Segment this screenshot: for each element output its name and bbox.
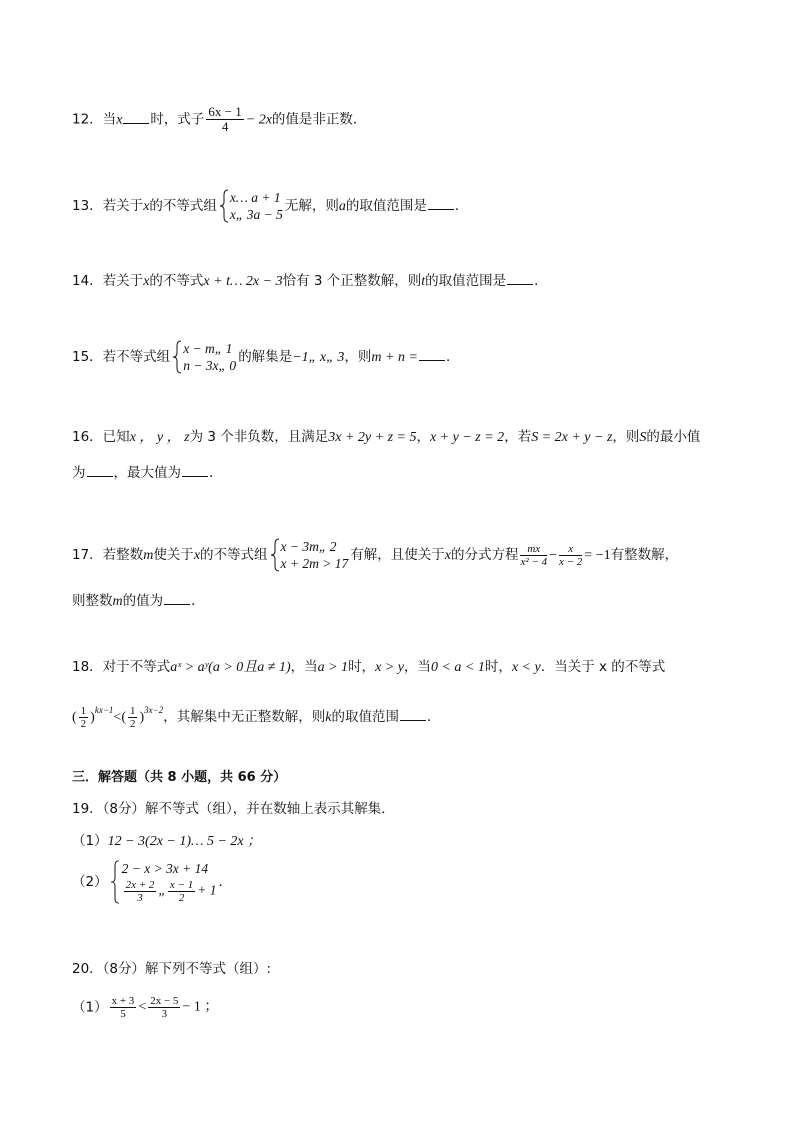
q16-text-1: 为 3 个非负数，且满足 — [189, 429, 329, 445]
q14-var: x — [143, 274, 150, 289]
q14-text-1: 的不等式 — [149, 273, 204, 289]
q20-frac-1 — [110, 995, 137, 1020]
q18-exponent-1: kx−1 — [94, 705, 114, 715]
q13-end: ． — [454, 198, 469, 214]
q18-end: ． — [426, 709, 441, 725]
question-16-line-1 — [72, 427, 700, 448]
q19-p2-f2-den: 2 — [178, 892, 185, 904]
q17-fraction-2 — [559, 543, 582, 568]
q12-frac-den: 4 — [221, 119, 229, 134]
q18-inequality: aˣ > aʸ(a > 0且a ≠ 1) — [170, 660, 291, 675]
question-19-part-1 — [72, 831, 261, 852]
q18-paren-open: ( — [72, 710, 77, 725]
q20-p1-label: （1） — [72, 999, 108, 1016]
q13-text-2: 无解，则 — [284, 198, 339, 214]
q19-p2-f1-num: 2x + 2 — [125, 879, 155, 891]
q14-text-2: 恰有 3 个正整数解，则 — [282, 273, 422, 289]
q19-p2-mid: „ — [158, 882, 166, 898]
question-16-line-2 — [72, 462, 223, 483]
question-17-line-1 — [72, 538, 678, 572]
q18-cond-2: 0 < a < 1 — [430, 660, 485, 675]
q15-answer-blank[interactable] — [419, 346, 445, 361]
q17-var: x — [193, 548, 201, 563]
q18-half-2 — [128, 705, 138, 730]
q18-paren-open-2: ( — [121, 710, 126, 725]
q16-eq-1: 3x + 2y + z = 5 — [328, 430, 417, 445]
q12-prefix: 12．当 — [72, 111, 117, 128]
q17-text-1: 使关于 — [153, 547, 194, 563]
q19-p2-end: ． — [218, 874, 232, 890]
q18-paren-close: ) — [90, 710, 95, 725]
question-20-part-1 — [72, 995, 218, 1020]
q18-exponent-2: 3x−2 — [144, 705, 164, 715]
q20-f2-num: 2x − 5 — [150, 995, 179, 1007]
q18-text-1: ，当 — [290, 659, 318, 675]
q12-tail-expr: − 2x — [245, 112, 272, 128]
q19-p2-system — [110, 860, 217, 904]
q13-a: a — [338, 199, 346, 214]
q13-text-3: 的取值范围是 — [345, 198, 427, 214]
q17-text-5: 有整数解， — [610, 547, 679, 563]
q18-result-1: x > y — [375, 660, 404, 675]
q18-text-2: 时， — [348, 659, 376, 675]
q16-text-4: 的最小值 — [646, 429, 701, 445]
question-13 — [72, 189, 468, 223]
q18-half-2-num: 1 — [129, 704, 136, 717]
q17-f2-num: x — [559, 543, 582, 556]
q14-text-3: 的取值范围是 — [425, 273, 507, 289]
left-brace-icon — [110, 860, 120, 904]
q17-text-4: 的分式方程 — [450, 547, 519, 563]
question-14 — [72, 270, 548, 292]
q13-row-2: x„ 3a − 5 — [229, 207, 283, 222]
q16-sep: ， — [416, 429, 430, 445]
question-18-line-1 — [72, 657, 665, 678]
q15-expr: m + n = — [371, 350, 418, 365]
q17-var-2: x — [444, 548, 451, 563]
q18-half-2-den: 2 — [129, 717, 136, 730]
q17-answer-blank[interactable] — [164, 590, 190, 605]
left-brace-icon — [219, 189, 229, 223]
q19-p2-frac-1 — [124, 879, 157, 904]
q12-text-1: 时，式子 — [150, 111, 205, 128]
q15-text-2: ，则 — [344, 349, 372, 365]
q14-end: ． — [534, 273, 548, 289]
q12-text-2: 的值是非正数． — [271, 111, 367, 128]
q17-text-3: 有解，且使关于 — [350, 547, 445, 563]
left-brace-icon — [270, 538, 280, 572]
q16-line2-text: ，最大值为 — [113, 465, 181, 481]
q19-p2-row-2 — [122, 879, 217, 904]
q12-answer-blank[interactable] — [123, 109, 149, 124]
q19-p2-f2-num: x − 1 — [169, 879, 194, 891]
q18-half-1-den: 2 — [80, 717, 87, 730]
q16-text-3: ，则 — [612, 429, 640, 445]
q17-text-2: 的不等式组 — [200, 547, 268, 563]
q15-solution: −1„ x„ 3 — [292, 350, 345, 365]
q18-text-5: ．当关于 x 的不等式 — [540, 659, 666, 675]
q18-text-7: 的取值范围 — [331, 709, 399, 725]
q17-line2-text: 的值为 — [122, 593, 164, 609]
q19-p2-row-1: 2 − x > 3x + 14 — [121, 861, 209, 876]
q17-line2-prefix: 则整数 — [72, 593, 113, 609]
q20-f2-den: 3 — [161, 1008, 168, 1020]
q18-text-4: 时， — [484, 659, 512, 675]
q15-row-2: n − 3x„ 0 — [183, 358, 237, 373]
q19-p2-tail: + 1 — [197, 882, 217, 898]
q16-end: ． — [209, 465, 223, 481]
q13-system — [219, 189, 283, 223]
q18-text-6: ，其解集中无正整数解，则 — [163, 709, 326, 725]
q20-tail: − 1 ； — [182, 999, 219, 1015]
q19-p2-f1-den: 3 — [137, 892, 143, 904]
question-20-head: 20．（8分）解下列不等式（组）: — [72, 961, 272, 977]
question-18-line-2 — [72, 700, 440, 730]
q17-m-2: m — [112, 594, 123, 609]
q16-min-blank[interactable] — [87, 462, 113, 477]
q17-m: m — [143, 548, 154, 563]
q12-frac-num: 6x − 1 — [208, 104, 242, 119]
q17-rhs: = −1 — [584, 548, 611, 563]
q14-t: t — [421, 274, 426, 289]
q15-end: ． — [445, 349, 460, 365]
q16-eq-2: x + y − z = 2 — [429, 430, 505, 445]
question-19-part-2 — [72, 860, 232, 904]
q16-s: S — [639, 430, 647, 445]
q17-row-2: x + 2m > 17 — [280, 556, 349, 571]
left-brace-icon — [172, 340, 182, 374]
q18-paren-close-2: ) — [139, 710, 145, 725]
q16-vars: x ， y ， z — [129, 430, 190, 445]
q14-answer-blank[interactable] — [507, 270, 533, 285]
q20-f1-num: x + 3 — [111, 995, 135, 1007]
q18-prefix: 18．对于不等式 — [72, 659, 171, 675]
question-17-line-2 — [72, 590, 205, 612]
q15-prefix: 15．若不等式组 — [72, 349, 171, 365]
q17-minus: − — [549, 548, 557, 563]
q14-expr: x + t… 2x − 3 — [203, 274, 283, 289]
q19-p2-frac-2 — [168, 879, 195, 904]
q20-frac-2 — [148, 995, 180, 1020]
q16-text-2: ，若 — [504, 429, 532, 445]
section-3-title: 三．解答题（共 8 小题，共 66 分） — [72, 770, 287, 785]
q19-p1-label: （1） — [72, 833, 108, 849]
question-19-head: 19．（8分）解不等式（组），并在数轴上表示其解集． — [72, 801, 395, 817]
q18-half-1 — [79, 705, 89, 730]
q17-f1-den: x² − 4 — [520, 555, 548, 568]
q17-row-1: x − 3m„ 2 — [280, 539, 337, 554]
q16-max-blank[interactable] — [182, 462, 208, 477]
q20-lt: < — [138, 999, 147, 1015]
q15-row-1: x − m„ 1 — [183, 341, 233, 356]
q18-half-1-num: 1 — [80, 704, 87, 717]
q17-system — [270, 538, 349, 572]
q17-fraction-1 — [520, 543, 547, 568]
q12-var: x — [116, 112, 123, 128]
q18-lt: < — [113, 710, 122, 725]
q15-text-1: 的解集是 — [238, 349, 293, 365]
q13-text-1: 的不等式组 — [149, 198, 217, 214]
question-15 — [72, 340, 459, 374]
q13-answer-blank[interactable] — [428, 195, 454, 210]
q16-line2-prefix: 为 — [72, 465, 86, 481]
q19-p2-label: （2） — [72, 874, 108, 890]
q18-text-3: ，当 — [403, 659, 431, 675]
q13-var: x — [143, 199, 150, 214]
q16-eq-3: S = 2x + y − z — [531, 430, 613, 445]
q15-system — [172, 340, 236, 374]
q13-prefix: 13．若关于 — [72, 198, 144, 214]
q17-end: ． — [191, 593, 205, 609]
q18-k: k — [325, 710, 332, 725]
q12-fraction — [206, 105, 243, 134]
q16-prefix: 16．已知 — [72, 429, 130, 445]
q14-prefix: 14．若关于 — [72, 273, 144, 289]
q18-cond-1: a > 1 — [317, 660, 349, 675]
question-12 — [72, 105, 366, 134]
q19-p1-expr: 12 − 3(2x − 1)… 5 − 2x ； — [107, 834, 262, 849]
q18-answer-blank[interactable] — [400, 706, 426, 721]
q17-prefix: 17．若整数 — [72, 547, 144, 563]
q17-f2-den: x − 2 — [558, 555, 583, 568]
q17-f1-num: mx — [520, 543, 547, 556]
q18-result-2: x < y — [511, 660, 541, 675]
q13-row-1: x… a + 1 — [229, 190, 281, 205]
q20-f1-den: 5 — [120, 1008, 126, 1020]
